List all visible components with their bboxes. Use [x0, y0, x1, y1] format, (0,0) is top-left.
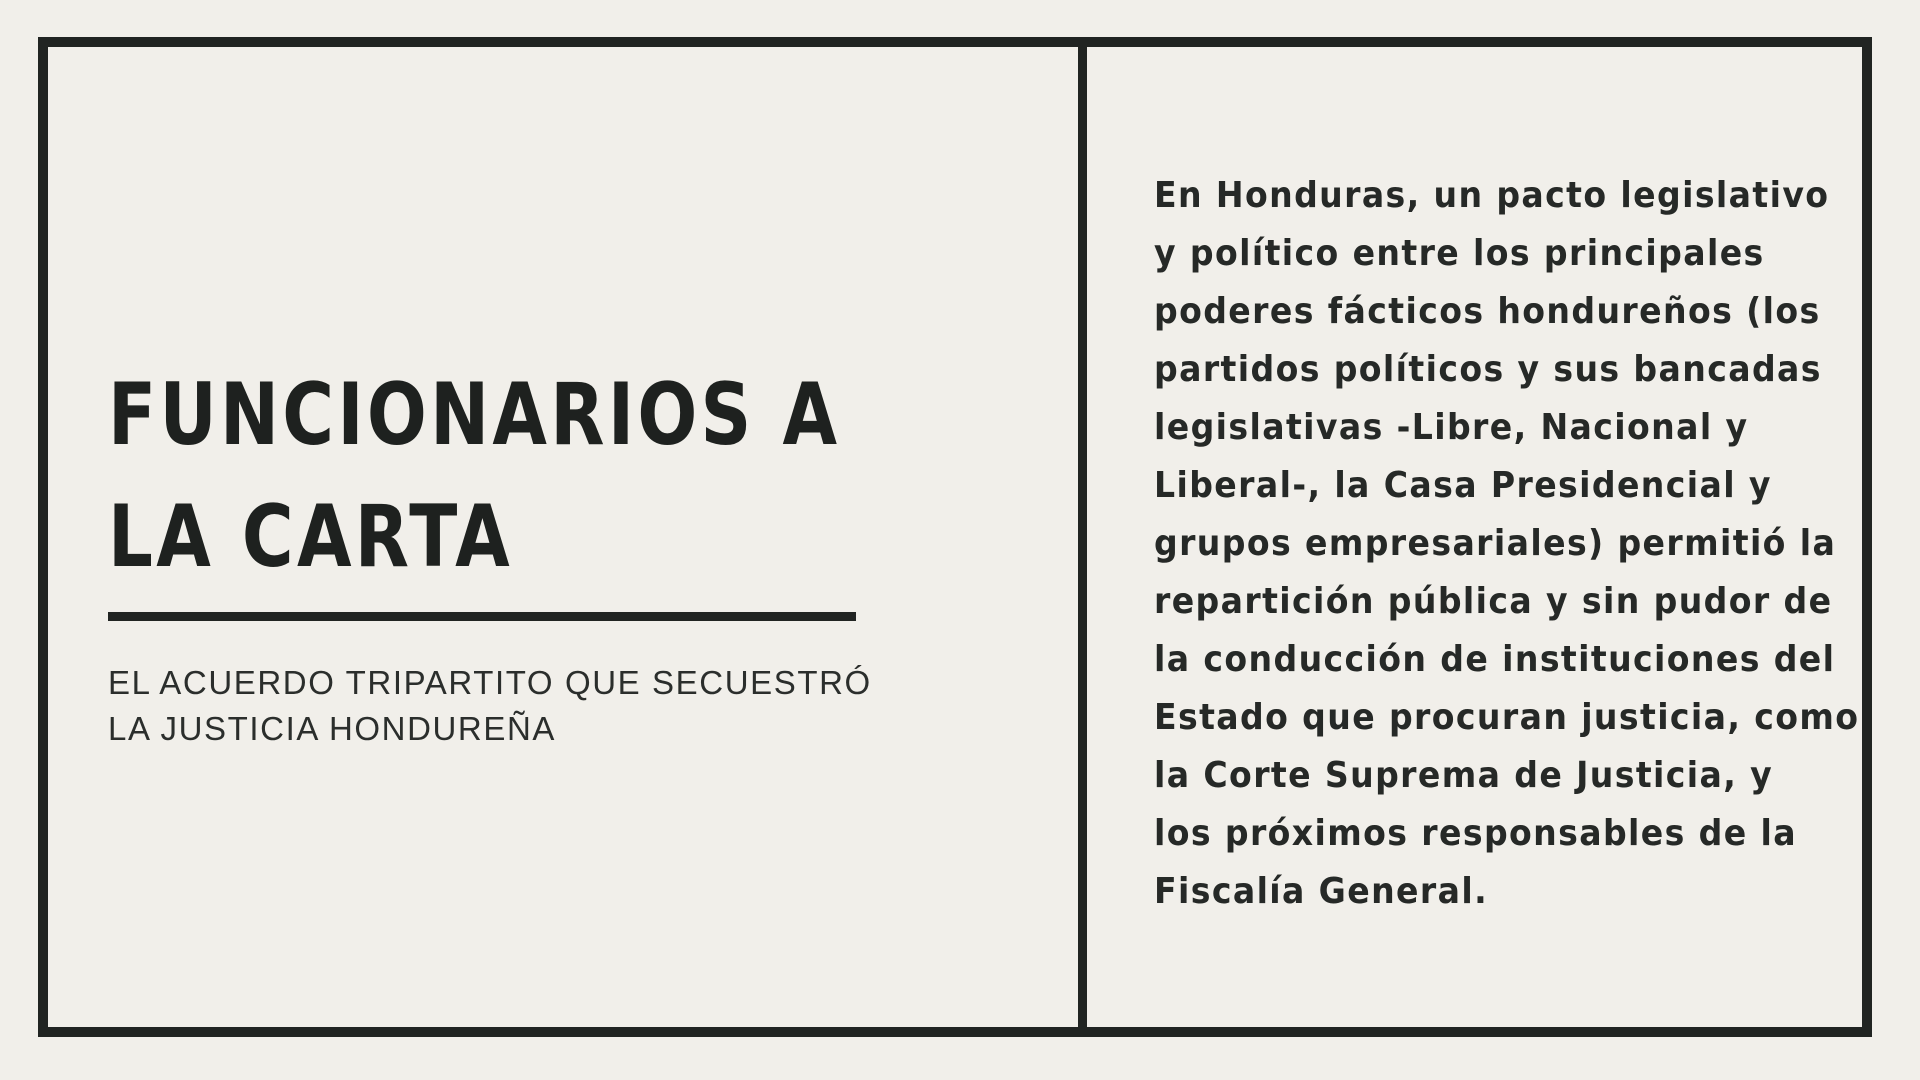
- body-line: legislativas -Libre, Nacional y: [1154, 407, 1749, 448]
- body-line: los próximos responsables de la: [1154, 813, 1797, 854]
- slide-title: [108, 354, 841, 598]
- title-underline: [108, 612, 856, 621]
- body-line: Estado que procuran justicia, como: [1154, 697, 1860, 738]
- body-line: y político entre los principales: [1154, 233, 1765, 274]
- body-paragraph: [1154, 167, 1860, 921]
- body-line: Liberal-, la Casa Presidencial y: [1154, 465, 1772, 506]
- subtitle-line-2: LA JUSTICIA HONDUREÑA: [108, 710, 557, 747]
- title-line-2: LA CARTA: [108, 487, 513, 587]
- body-line: Fiscalía General.: [1154, 871, 1489, 912]
- slide-subtitle: [108, 660, 872, 752]
- column-divider: [1078, 37, 1087, 1037]
- body-line: la Corte Suprema de Justicia, y: [1154, 755, 1774, 796]
- body-line: poderes fácticos hondureños (los: [1154, 291, 1821, 332]
- title-line-1: FUNCIONARIOS A: [108, 365, 841, 465]
- body-line: la conducción de instituciones del: [1154, 639, 1836, 680]
- body-line: repartición pública y sin pudor de: [1154, 581, 1833, 622]
- body-line: En Honduras, un pacto legislativo: [1154, 175, 1830, 216]
- body-line: partidos políticos y sus bancadas: [1154, 349, 1822, 390]
- body-line: grupos empresariales) permitió la: [1154, 523, 1837, 564]
- subtitle-line-1: EL ACUERDO TRIPARTITO QUE SECUESTRÓ: [108, 664, 872, 701]
